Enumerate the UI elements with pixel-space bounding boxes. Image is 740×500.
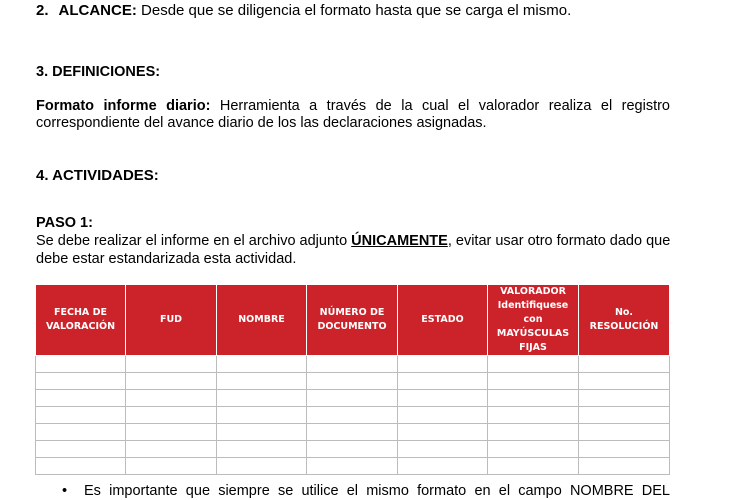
table-cell	[307, 458, 398, 475]
table-row	[36, 356, 670, 373]
table-cell	[398, 424, 488, 441]
table-cell	[579, 441, 670, 458]
header-fecha-valoracion: FECHA DE VALORACIÓN	[36, 285, 126, 356]
table-cell	[36, 407, 126, 424]
header-fud: FUD	[126, 285, 217, 356]
table-cell	[217, 407, 307, 424]
table-cell	[398, 390, 488, 407]
table-cell	[126, 407, 217, 424]
table-cell	[217, 356, 307, 373]
table-cell	[579, 407, 670, 424]
table-cell	[126, 356, 217, 373]
table-cell	[398, 458, 488, 475]
section-text: Desde que se diligencia el formato hasta que se carga el mismo.	[141, 2, 572, 19]
table-cell	[307, 441, 398, 458]
header-numero-documento: NÚMERO DE DOCUMENTO	[307, 285, 398, 356]
table-body	[36, 356, 670, 475]
table-cell	[36, 424, 126, 441]
step-title: PASO 1:	[36, 215, 93, 231]
table-row	[36, 458, 670, 475]
table-cell	[126, 373, 217, 390]
table-cell	[307, 390, 398, 407]
table-header-row	[36, 285, 670, 356]
step-paragraph	[36, 232, 676, 268]
table-cell	[307, 407, 398, 424]
table-cell	[488, 458, 579, 475]
table-cell	[488, 390, 579, 407]
table-cell	[126, 424, 217, 441]
table-cell	[398, 373, 488, 390]
table-row	[36, 390, 670, 407]
table-cell	[488, 356, 579, 373]
bullet-text: Es importante que siempre se utilice el mismo formato en el campo NOMBRE DEL	[84, 483, 670, 499]
table-cell	[126, 458, 217, 475]
table-cell	[488, 373, 579, 390]
step-text-before: Se debe realizar el informe en el archivo adjunto	[36, 233, 352, 249]
table-cell	[36, 356, 126, 373]
table-cell	[217, 441, 307, 458]
table-row	[36, 424, 670, 441]
report-format-table	[35, 284, 670, 475]
header-nombre: NOMBRE	[217, 285, 307, 356]
table-cell	[579, 390, 670, 407]
table-cell	[36, 441, 126, 458]
table-cell	[36, 458, 126, 475]
table-cell	[579, 373, 670, 390]
table-row	[36, 407, 670, 424]
table-row	[36, 441, 670, 458]
table-cell	[488, 441, 579, 458]
table-cell	[579, 356, 670, 373]
table-cell	[307, 373, 398, 390]
table-cell	[398, 356, 488, 373]
table-cell	[217, 458, 307, 475]
section-4-heading: 4. ACTIVIDADES:	[36, 167, 159, 184]
table-cell	[217, 390, 307, 407]
table-cell	[217, 424, 307, 441]
section-2-alcance	[36, 2, 571, 19]
table-cell	[126, 441, 217, 458]
definition-paragraph	[36, 98, 670, 132]
header-estado: ESTADO	[398, 285, 488, 356]
bullet-symbol: •	[62, 483, 68, 499]
table-cell	[307, 424, 398, 441]
definition-text: Herramienta a través de la cual el valorador realiza el registro correspondiente del avance diario de los las declaraciones asignadas.	[36, 98, 670, 131]
header-valorador: VALORADOR Identifiquese con MAYÚSCULAS FIJAS	[488, 285, 579, 356]
table-cell	[488, 407, 579, 424]
table-row	[36, 373, 670, 390]
step-emphasis: ÚNICAMENTE	[351, 233, 448, 249]
table-cell	[579, 424, 670, 441]
section-keyword: ALCANCE:	[58, 2, 137, 19]
step-text-after: , evitar usar otro formato dado que debe estar estandarizada esta actividad.	[36, 233, 671, 267]
table-cell	[398, 407, 488, 424]
table-cell	[126, 390, 217, 407]
table-cell	[36, 390, 126, 407]
table-cell	[36, 373, 126, 390]
header-no-resolucion: No. RESOLUCIÓN	[579, 285, 670, 356]
table-cell	[398, 441, 488, 458]
section-3-heading: 3. DEFINICIONES:	[36, 64, 161, 80]
table-cell	[579, 458, 670, 475]
section-number: 2.	[36, 2, 49, 19]
definition-term: Formato informe diario:	[36, 98, 211, 114]
table-cell	[488, 424, 579, 441]
table-cell	[217, 373, 307, 390]
table-cell	[307, 356, 398, 373]
